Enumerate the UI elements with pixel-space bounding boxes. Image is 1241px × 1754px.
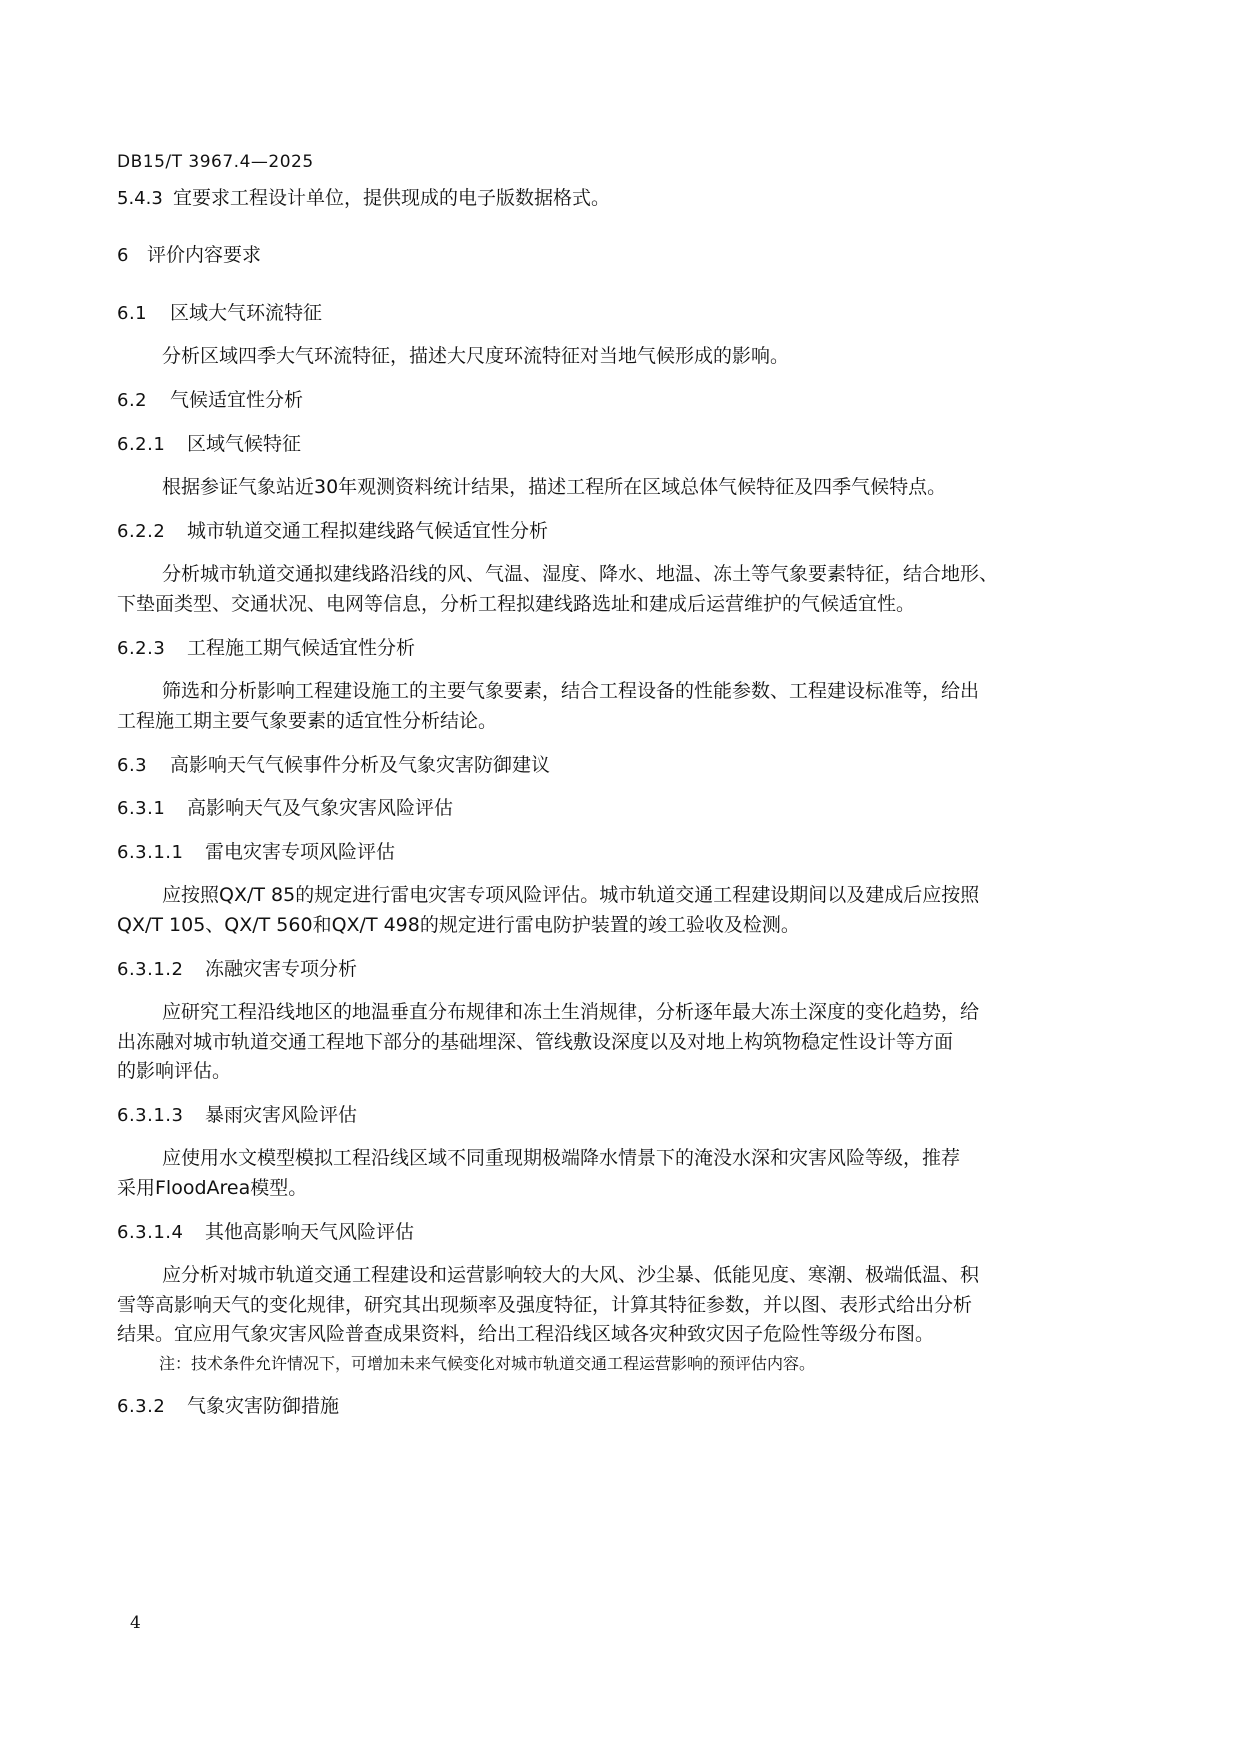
section-number: 6.3.1.4 <box>117 1222 184 1243</box>
section-number: 6.2.2 <box>117 521 166 542</box>
section-6-3-1-3-paragraph-line-1: 应使用水文模型模拟工程沿线区域不同重现期极端降水情景下的淹没水深和灾害风险等级，推荐 <box>162 1147 961 1169</box>
section-title: 冻融灾害专项分析 <box>205 958 358 980</box>
clause-number: 5.4.3 <box>117 188 163 209</box>
section-6-1-paragraph: 分析区域四季大气环流特征，描述大尺度环流特征对当地气候形成的影响。 <box>162 345 790 367</box>
section-6-2-3-heading <box>117 635 415 662</box>
section-number: 6.3.1.3 <box>117 1105 184 1126</box>
section-number: 6 <box>117 245 129 266</box>
section-6-2-2-paragraph-line-2: 下垫面类型、交通状况、电网等信息，分析工程拟建线路选址和建成后运营维护的气候适宜性。 <box>117 593 916 615</box>
section-6-2-2-paragraph-line-1: 分析城市轨道交通拟建线路沿线的风、气温、湿度、降水、地温、冻土等气象要素特征，结合地形、 <box>162 563 999 585</box>
section-6-2-heading <box>117 387 303 414</box>
section-6-2-2-heading <box>117 518 548 545</box>
section-6-3-1-2-paragraph-line-3: 的影响评估。 <box>117 1060 232 1082</box>
section-6-3-1-4-paragraph-line-2: 雪等高影响天气的变化规律，研究其出现频率及强度特征，计算其特征参数，并以图、表形式给出分析 <box>117 1294 973 1316</box>
section-6-heading <box>117 242 261 269</box>
section-title: 高影响天气气候事件分析及气象灾害防御建议 <box>170 754 551 776</box>
section-title: 区域气候特征 <box>187 433 302 455</box>
section-6-3-heading <box>117 752 550 779</box>
technical-note: 注：技术条件允许情况下，可增加未来气候变化对城市轨道交通工程运营影响的预评估内容。 <box>159 1354 816 1373</box>
section-title: 工程施工期气候适宜性分析 <box>187 637 416 659</box>
section-6-2-1-heading <box>117 431 301 458</box>
section-number: 6.1 <box>117 303 148 324</box>
section-6-3-1-1-heading <box>117 839 395 866</box>
section-6-3-1-2-paragraph-line-2: 出冻融对城市轨道交通工程地下部分的基础埋深、管线敷设深度以及对地上构筑物稳定性设计等方面 <box>117 1031 954 1053</box>
section-title: 高影响天气及气象灾害风险评估 <box>187 797 454 819</box>
section-6-3-1-4-paragraph-line-3: 结果。宜应用气象灾害风险普查成果资料，给出工程沿线区域各灾种致灾因子危险性等级分布图。 <box>117 1323 935 1345</box>
clause-text: 宜要求工程设计单位，提供现成的电子版数据格式。 <box>173 187 611 209</box>
section-number: 6.2.1 <box>117 434 166 455</box>
section-title: 其他高影响天气风险评估 <box>205 1221 415 1243</box>
section-number: 6.3.1.1 <box>117 842 184 863</box>
section-6-3-1-4-paragraph-line-1: 应分析对城市轨道交通工程建设和运营影响较大的大风、沙尘暴、低能见度、寒潮、极端低温、积 <box>162 1264 980 1286</box>
document-code: DB15/T 3967.4—2025 <box>117 152 314 172</box>
section-title: 城市轨道交通工程拟建线路气候适宜性分析 <box>187 520 549 542</box>
page-number: 4 <box>130 1613 141 1633</box>
section-title: 气候适宜性分析 <box>170 389 304 411</box>
section-title: 暴雨灾害风险评估 <box>205 1104 358 1126</box>
section-number: 6.3.2 <box>117 1396 166 1417</box>
section-6-2-3-paragraph-line-2: 工程施工期主要气象要素的适宜性分析结论。 <box>117 710 498 732</box>
section-6-3-1-1-paragraph-line-2: QX/T 105、QX/T 560和QX/T 498的规定进行雷电防护装置的竣工验收及检测。 <box>117 914 800 936</box>
section-6-1-heading <box>117 300 322 327</box>
section-title: 气象灾害防御措施 <box>187 1395 340 1417</box>
clause-5-4-3 <box>117 185 610 212</box>
section-6-2-1-paragraph: 根据参证气象站近30年观测资料统计结果，描述工程所在区域总体气候特征及四季气候特点。 <box>162 476 947 498</box>
section-6-3-1-heading <box>117 795 453 822</box>
section-6-3-1-2-paragraph-line-1: 应研究工程沿线地区的地温垂直分布规律和冻土生消规律，分析逐年最大冻土深度的变化趋势，给 <box>162 1001 980 1023</box>
section-title: 雷电灾害专项风险评估 <box>205 841 396 863</box>
section-6-3-1-2-heading <box>117 956 357 983</box>
section-title: 区域大气环流特征 <box>170 302 323 324</box>
section-number: 6.2.3 <box>117 638 166 659</box>
section-6-3-2-heading <box>117 1393 339 1420</box>
section-number: 6.2 <box>117 390 148 411</box>
section-6-3-1-1-paragraph-line-1: 应按照QX/T 85的规定进行雷电灾害专项风险评估。城市轨道交通工程建设期间以及建成后应按照 <box>162 884 980 906</box>
section-title: 评价内容要求 <box>147 244 262 266</box>
section-number: 6.3.1 <box>117 798 166 819</box>
section-6-3-1-3-heading <box>117 1102 357 1129</box>
section-6-3-1-3-paragraph-line-2: 采用FloodArea模型。 <box>117 1177 308 1199</box>
section-number: 6.3 <box>117 755 148 776</box>
section-6-3-1-4-heading <box>117 1219 414 1246</box>
section-number: 6.3.1.2 <box>117 959 184 980</box>
section-6-2-3-paragraph-line-1: 筛选和分析影响工程建设施工的主要气象要素，结合工程设备的性能参数、工程建设标准等，给出 <box>162 680 980 702</box>
